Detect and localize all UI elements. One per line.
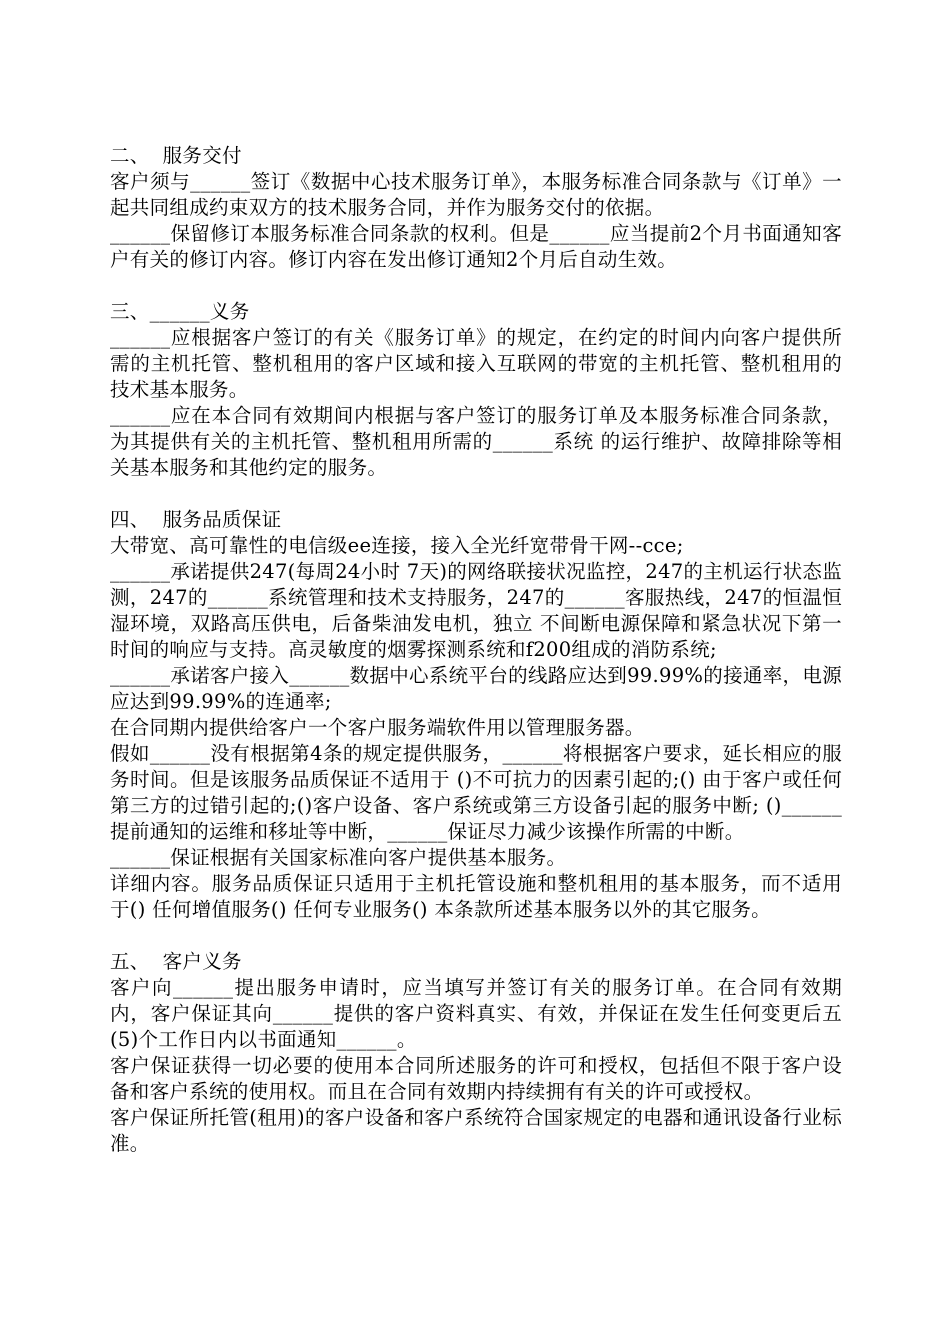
section-heading: 三、______义务 — [110, 300, 250, 323]
section-service-delivery — [110, 143, 842, 273]
section-heading: 四、 服务品质保证 — [110, 508, 282, 531]
section-provider-obligations — [110, 299, 842, 481]
paragraph: ______应在本合同有效期间内根据与客户签订的服务订单及本服务标准合同条款，为其提供有关的主机托管、整机租用所需的______系统 的运行维护、故障排除等相关基本服务和其他约定的服务。 — [110, 404, 842, 479]
section-service-quality — [110, 507, 842, 923]
paragraph: 在合同期内提供给客户一个客户服务端软件用以管理服务器。 — [110, 716, 645, 739]
paragraph: ______承诺客户接入______数据中心系统平台的线路应达到99.99%的接通率，电源应达到99.99%的连通率; — [110, 664, 842, 713]
paragraph: 客户保证所托管(租用)的客户设备和客户系统符合国家规定的电器和通讯设备行业标准。 — [110, 1106, 842, 1155]
paragraph: 假如______没有根据第4条的规定提供服务，______将根据客户要求，延长相应的服务时间。但是该服务品质保证不适用于 ()不可抗力的因素引起的;() 由于客户或任何第三方的过错引起的;()客户设备、客户系统或第三方设备引起的服务中断; ()______提前通知的运维和移址等中断，______保证尽力减少该操作所需的中断。 — [110, 742, 842, 843]
paragraph: ______保证根据有关国家标准向客户提供基本服务。 — [110, 846, 567, 869]
paragraph: ______承诺提供247(每周24小时 7天)的网络联接状况监控，247的主机运行状态监测，247的______系统管理和技术支持服务，247的______客服热线，247的恒温恒湿环境，双路高压供电，后备柴油发电机，独立 不间断电源保障和紧急状况下第一时间的响应与支持。高灵敏度的烟雾探测系统和f200组成的消防系统; — [110, 560, 842, 661]
section-heading: 五、 客户义务 — [110, 950, 242, 973]
document-page — [110, 143, 842, 1183]
paragraph: 客户保证获得一切必要的使用本合同所述服务的许可和授权，包括但不限于客户设备和客户系统的使用权。而且在合同有效期内持续拥有有关的许可或授权。 — [110, 1054, 842, 1103]
paragraph: ______应根据客户签订的有关《服务订单》的规定，在约定的时间内向客户提供所需的主机托管、整机租用的客户区域和接入互联网的带宽的主机托管、整机租用的技术基本服务。 — [110, 326, 842, 401]
paragraph: 详细内容。服务品质保证只适用于主机托管设施和整机租用的基本服务，而不适用于() 任何增值服务() 任何专业服务() 本条款所述基本服务以外的其它服务。 — [110, 872, 842, 921]
section-heading: 二、 服务交付 — [110, 144, 242, 167]
paragraph: 客户向______提出服务申请时，应当填写并签订有关的服务订单。在合同有效期内，客户保证其向______提供的客户资料真实、有效，并保证在发生任何变更后五(5)个工作日内以书面通知______。 — [110, 976, 842, 1051]
section-customer-obligations — [110, 949, 842, 1157]
paragraph: 客户须与______签订《数据中心技术服务订单》，本服务标准合同条款与《订单》一起共同组成约束双方的技术服务合同，并作为服务交付的依据。 — [110, 170, 842, 219]
paragraph: ______保留修订本服务标准合同条款的权利。但是______应当提前2个月书面通知客户有关的修订内容。修订内容在发出修订通知2个月后自动生效。 — [110, 222, 842, 271]
paragraph: 大带宽、高可靠性的电信级ee连接，接入全光纤宽带骨干网--cce; — [110, 534, 684, 557]
